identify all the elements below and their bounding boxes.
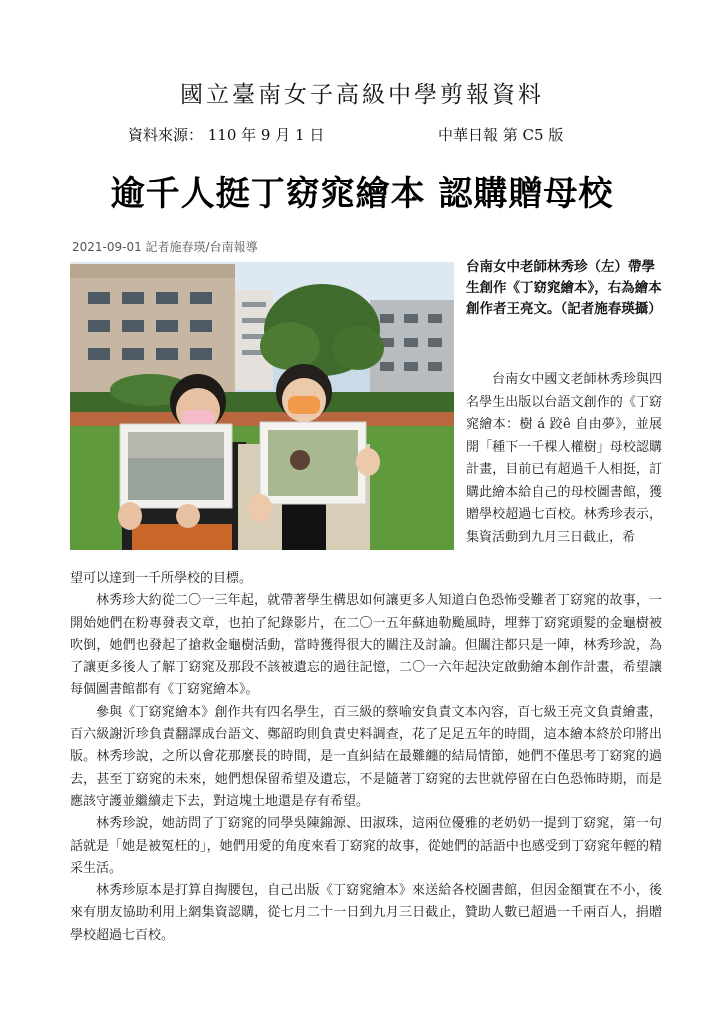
body-paragraph: 林秀珍說，她訪問了丁窈窕的同學吳陳錦源、田淑珠，這兩位優雅的老奶奶一提到丁窈窕，第一句話就是「她是被冤枉的」，她們用愛的角度來看丁窈窕的故事，從她們的話語中也感受到丁窈窕年輕的精采生活。 — [70, 816, 662, 876]
photo-caption: 台南女中老師林秀珍（左）帶學生創作《丁窈窕繪本》，右為繪本創作者王亮文。（記者施春瑛攝） — [466, 259, 662, 317]
body-paragraph: 參與《丁窈窕繪本》創作共有四名學生，百三級的蔡喻安負責文本內容，百七級王亮文負責繪畫，百六級謝沂珍負責翻譯成台語文、鄭韶昀則負責史料調查，花了足足五年的時間，這本繪本終於印將出版。林秀珍說，之所以會花那麼長的時間，是一直糾結在最難纏的結局情節，她們不僅思考丁窈窕的過去，甚至丁窈窕的未來，她們想保留希望及遺忘，不是隨著丁窈窕的去世就停留在白色恐怖時期，而是應該守護並繼續走下去，對這塊土地還是存有希望。 — [70, 704, 662, 809]
article-photo — [70, 262, 454, 550]
body-paragraph: 林秀珍大約從二〇一三年起，就帶著學生構思如何讓更多人知道白色恐怖受難者丁窈窕的故事，一開始她們在粉專發表文章，也拍了紀錄影片，在二〇一五年蘇迪勒颱風時，埋葬丁窈窕頭髮的金龜樹被吹倒，她們也發起了搶救金龜樹活動，當時獲得很大的關注及討論。但關注都只是一陣，林秀珍說，為了讓更多後人了解丁窈窕及那段不該被遺忘的過往記憶，二〇一六年起決定啟動繪本創作計畫，希望讓每個圖書館都有《丁窈窕繪本》。 — [70, 593, 662, 698]
clipping-header-title: 國立臺南女子高級中學剪報資料 — [180, 82, 544, 108]
lead-paragraph: 台南女中國文老師林秀珍與四名學生出版以台語文創作的《丁窈窕繪本：樹 á 跤ê 自由夢》，並展開「種下一千棵人權樹」母校認購計畫，目前已有超過千人相挺，訂購此繪本給自己的母校圖書館，獲贈學校超過七百校。林秀珍表示，集資活動到九月三日截止，希 — [466, 372, 662, 545]
article-byline: 2021-09-01 記者施春瑛/台南報導 — [72, 240, 258, 254]
lead-paragraph-continuation: 望可以達到一千所學校的目標。 — [70, 571, 253, 586]
source-date: 資料來源： 110 年 9 月 1 日 — [128, 126, 325, 144]
article-body — [70, 568, 662, 947]
source-line — [128, 124, 688, 145]
body-paragraph: 林秀珍原本是打算自掏腰包，自己出版《丁窈窕繪本》來送給各校圖書館，但因金額實在不小，後來有朋友協助利用上網集資認購，從七月二十一日到九月三日截止，贊助人數已超過一千兩百人，捐贈學校超過七百校。 — [70, 883, 662, 943]
article-headline: 逾千人挺丁窈窕繪本 認購贈母校 — [110, 174, 614, 214]
source-newspaper: 中華日報 第 C5 版 — [438, 126, 564, 144]
